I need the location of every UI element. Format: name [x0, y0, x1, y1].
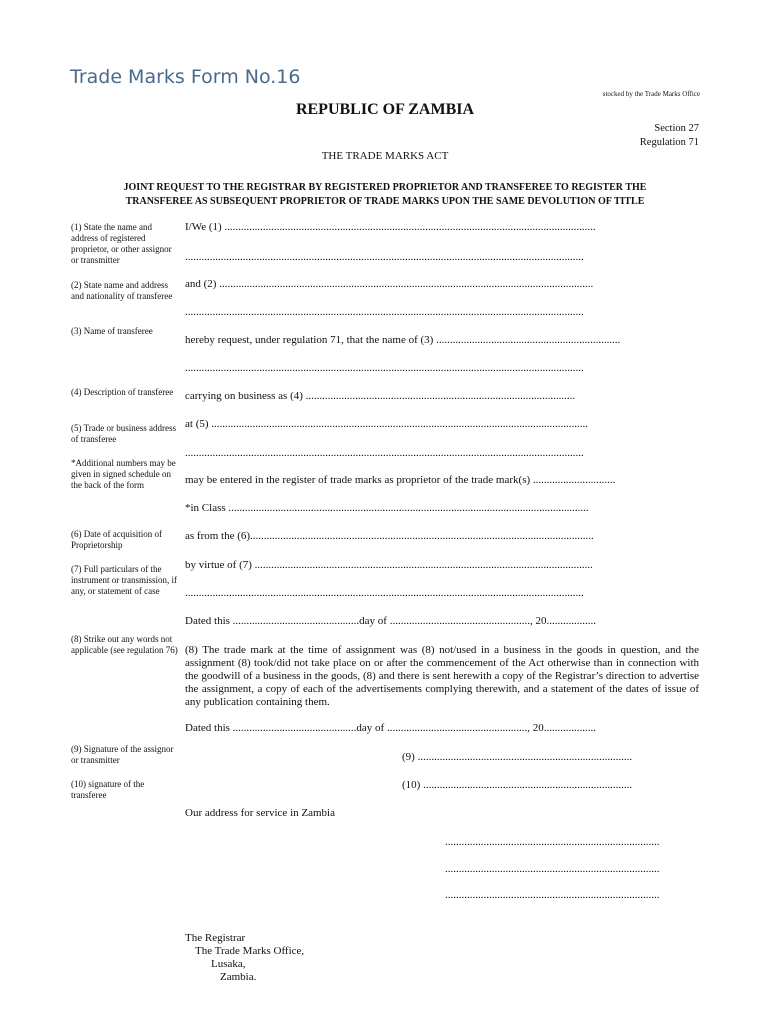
republic-heading: REPUBLIC OF ZAMBIA: [295, 101, 475, 118]
line-5[interactable]: at (5) .........................................................................................................................................: [185, 418, 589, 430]
signature-9[interactable]: (9) ..............................................................................: [402, 751, 633, 763]
registrar-line-1: The Registrar: [185, 932, 246, 944]
address-line-1[interactable]: ..............................................................................: [445, 836, 660, 848]
line-3[interactable]: hereby request, under regulation 71, that the name of (3) ...................................................................: [185, 334, 621, 346]
note-5: (5) Trade or business address of transferee: [71, 423, 176, 444]
heading-line-2: TRANSFEREE AS SUBSEQUENT PROPRIETOR OF TRADE MARKS UPON THE SAME DEVOLUTION OF TITLE: [125, 196, 645, 207]
note-10: (10) signature of the transferee: [71, 779, 145, 800]
address-line-2[interactable]: ..............................................................................: [445, 863, 660, 875]
dated-line-1[interactable]: Dated this ..............................................day of ..................................................., 20..................: [185, 615, 596, 627]
note-2: (2) State name and address and nationality of transferee: [71, 280, 173, 301]
line-1-continued[interactable]: .................................................................................................................................................: [185, 251, 584, 263]
form-heading: [70, 181, 700, 209]
registrar-line-4: Zambia.: [220, 971, 257, 983]
line-3-continued[interactable]: .................................................................................................................................................: [185, 362, 584, 374]
note-3: (3) Name of transferee: [71, 326, 153, 336]
section-number: Section 27: [654, 123, 699, 134]
act-title: THE TRADE MARKS ACT: [321, 150, 449, 162]
line-class[interactable]: *in Class ...................................................................................................................................: [185, 502, 589, 514]
line-7[interactable]: by virtue of (7) ...........................................................................................................................: [185, 559, 593, 571]
line-1[interactable]: I/We (1) .......................................................................................................................................: [185, 221, 596, 233]
note-1: (1) State the name and address of registered proprietor, or other assignor or transmitter: [71, 222, 172, 265]
line-5-continued[interactable]: .................................................................................................................................................: [185, 447, 584, 459]
line-6[interactable]: as from the (6).............................................................................................................................: [185, 530, 594, 542]
dated-line-2[interactable]: Dated this .............................................day of ..................................................., 20...................: [185, 722, 596, 734]
regulation-number: Regulation 71: [639, 137, 699, 148]
line-register[interactable]: may be entered in the register of trade marks as proprietor of the trade mark(s) ..............................: [185, 474, 616, 486]
line-2[interactable]: and (2) ........................................................................................................................................: [185, 278, 594, 290]
address-label: Our address for service in Zambia: [185, 807, 335, 819]
registrar-line-3: Lusaka,: [211, 958, 246, 970]
line-7-continued[interactable]: .................................................................................................................................................: [185, 587, 584, 599]
line-4[interactable]: carrying on business as (4) ..................................................................................................: [185, 390, 576, 402]
registrar-line-2: The Trade Marks Office,: [195, 945, 305, 957]
note-9: (9) Signature of the assignor or transmitter: [71, 744, 174, 765]
assignment-paragraph: (8) The trade mark at the time of assignment was (8) not/used in a business in the goods in question, and the assignment (8) took/did not take place on or after the commencement of the Act otherwise than in connection with the goodwill of a business in the goods, (8) and there is sent herewith a copy of the Registrar’s direction to advertise the assignment, a copy of each of the advertisements complying therewith, and a statement of the dates of issue of any publication containing them.: [185, 644, 699, 708]
registrar-address: [185, 932, 304, 984]
note-7: (7) Full particulars of the instrument or transmission, if any, or statement of case: [71, 564, 177, 596]
note-4: (4) Description of transferee: [71, 387, 174, 397]
heading-line-1: JOINT REQUEST TO THE REGISTRAR BY REGISTERED PROPRIETOR AND TRANSFEREE TO REGISTER THE: [123, 182, 647, 193]
line-2-continued[interactable]: .................................................................................................................................................: [185, 306, 584, 318]
note-additional: *Additional numbers may be given in signed schedule on the back of the form: [71, 458, 176, 490]
note-6: (6) Date of acquisition of Proprietorship: [71, 529, 162, 550]
note-8: (8) Strike out any words not applicable (see regulation 76): [71, 634, 178, 655]
signature-10[interactable]: (10) ............................................................................: [402, 779, 633, 791]
section-reference: [640, 122, 699, 150]
stocked-note: stocked by the Trade Marks Office: [602, 90, 700, 98]
form-title: Trade Marks Form No.16: [70, 66, 301, 88]
address-line-3[interactable]: ..............................................................................: [445, 889, 660, 901]
